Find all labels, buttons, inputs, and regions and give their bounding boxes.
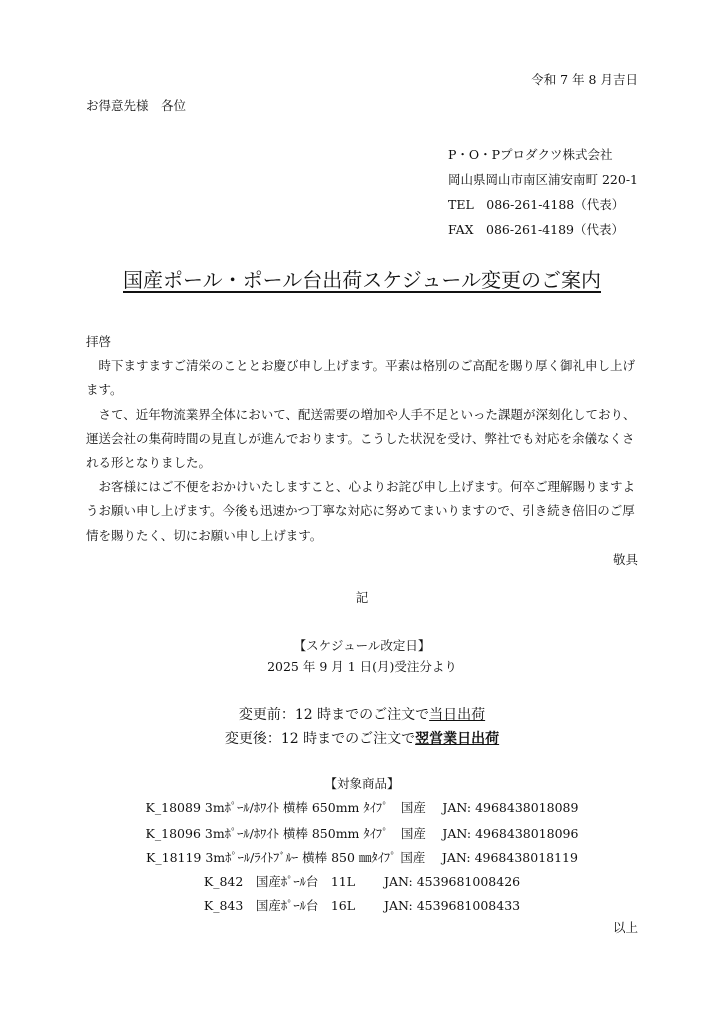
letter-body [86,330,638,572]
product-item: K_843 国産ﾎﾟｰﾙ台 16L JAN: 4539681008433 [203,898,521,913]
closing-word: 敬具 [612,551,638,567]
body-paragraph: 時下ますますご清栄のこととお慶び申し上げます。平素は格別のご高配を賜り厚く御礼申し上げます。 [86,358,636,398]
change-before-prefix: 変更前：12 時までのご注文で [238,707,430,723]
sender-tel: TEL 086-261-4188（代表） [447,197,625,212]
product-item: K_18096 3mﾎﾟｰﾙ/ﾎﾜｲﾄ 横棒 850mm ﾀｲﾌﾟ 国産 JAN: 4968438018096 [145,826,579,841]
product-item: K_18119 3mﾎﾟｰﾙ/ﾗｲﾄﾌﾞﾙｰ 横棒 850 ㎜ﾀｲﾌﾟ 国産 JAN: 4968438018119 [146,850,578,865]
body-paragraph: さて、近年物流業界全体において、配送需要の増加や人手不足といった課題が深刻化しており、運送会社の集荷時間の見直しが進んでおります。こうした状況を受け、弊社でも対応を余儀なくされる形となりました。 [86,406,636,471]
sender-company: P・O・Pプロダクツ株式会社 [447,147,613,162]
document-title: 国産ポール・ポール台出荷スケジュール変更のご案内 [123,268,601,292]
change-before-emphasis: 当日出荷 [429,707,486,723]
product-item: K_842 国産ﾎﾟｰﾙ台 11L JAN: 4539681008426 [203,874,521,889]
change-after-prefix: 変更後：12 時までのご注文で [224,731,416,747]
body-paragraph: お客様にはご不便をおかけいたしますこと、心よりお詫び申し上げます。何卒ご理解賜りますようお願い申し上げます。今後も迅速かつ丁寧な対応に努めてまいりますので、引き続き倍旧のご厚情を賜りたく、切にお願い申し上げます。 [86,479,636,543]
change-before [0,704,724,724]
sender-address: 岡山県岡山市南区浦安南町 220-1 [447,172,638,187]
sender-fax: FAX 086-261-4189（代表） [447,222,624,237]
ki-marker: 記 [355,590,369,605]
change-after-emphasis: 翌営業日出荷 [415,731,500,747]
opening-word: 拝啓 [86,334,112,349]
sender-block [448,142,638,242]
addressee: お得意先様 各位 [86,98,187,113]
end-marker: 以上 [612,920,638,935]
schedule-date: 2025 年 9 月 1 日(月)受注分より [267,659,457,674]
product-item: K_18089 3mﾎﾟｰﾙ/ﾎﾜｲﾄ 横棒 650mm ﾀｲﾌﾟ 国産 JAN: 4968438018089 [145,800,579,815]
letter-date: 令和 7 年 8 月吉日 [531,72,638,87]
products-heading: 【対象商品】 [324,776,400,791]
schedule-heading: 【スケジュール改定日】 [293,638,431,653]
change-after [0,728,724,748]
